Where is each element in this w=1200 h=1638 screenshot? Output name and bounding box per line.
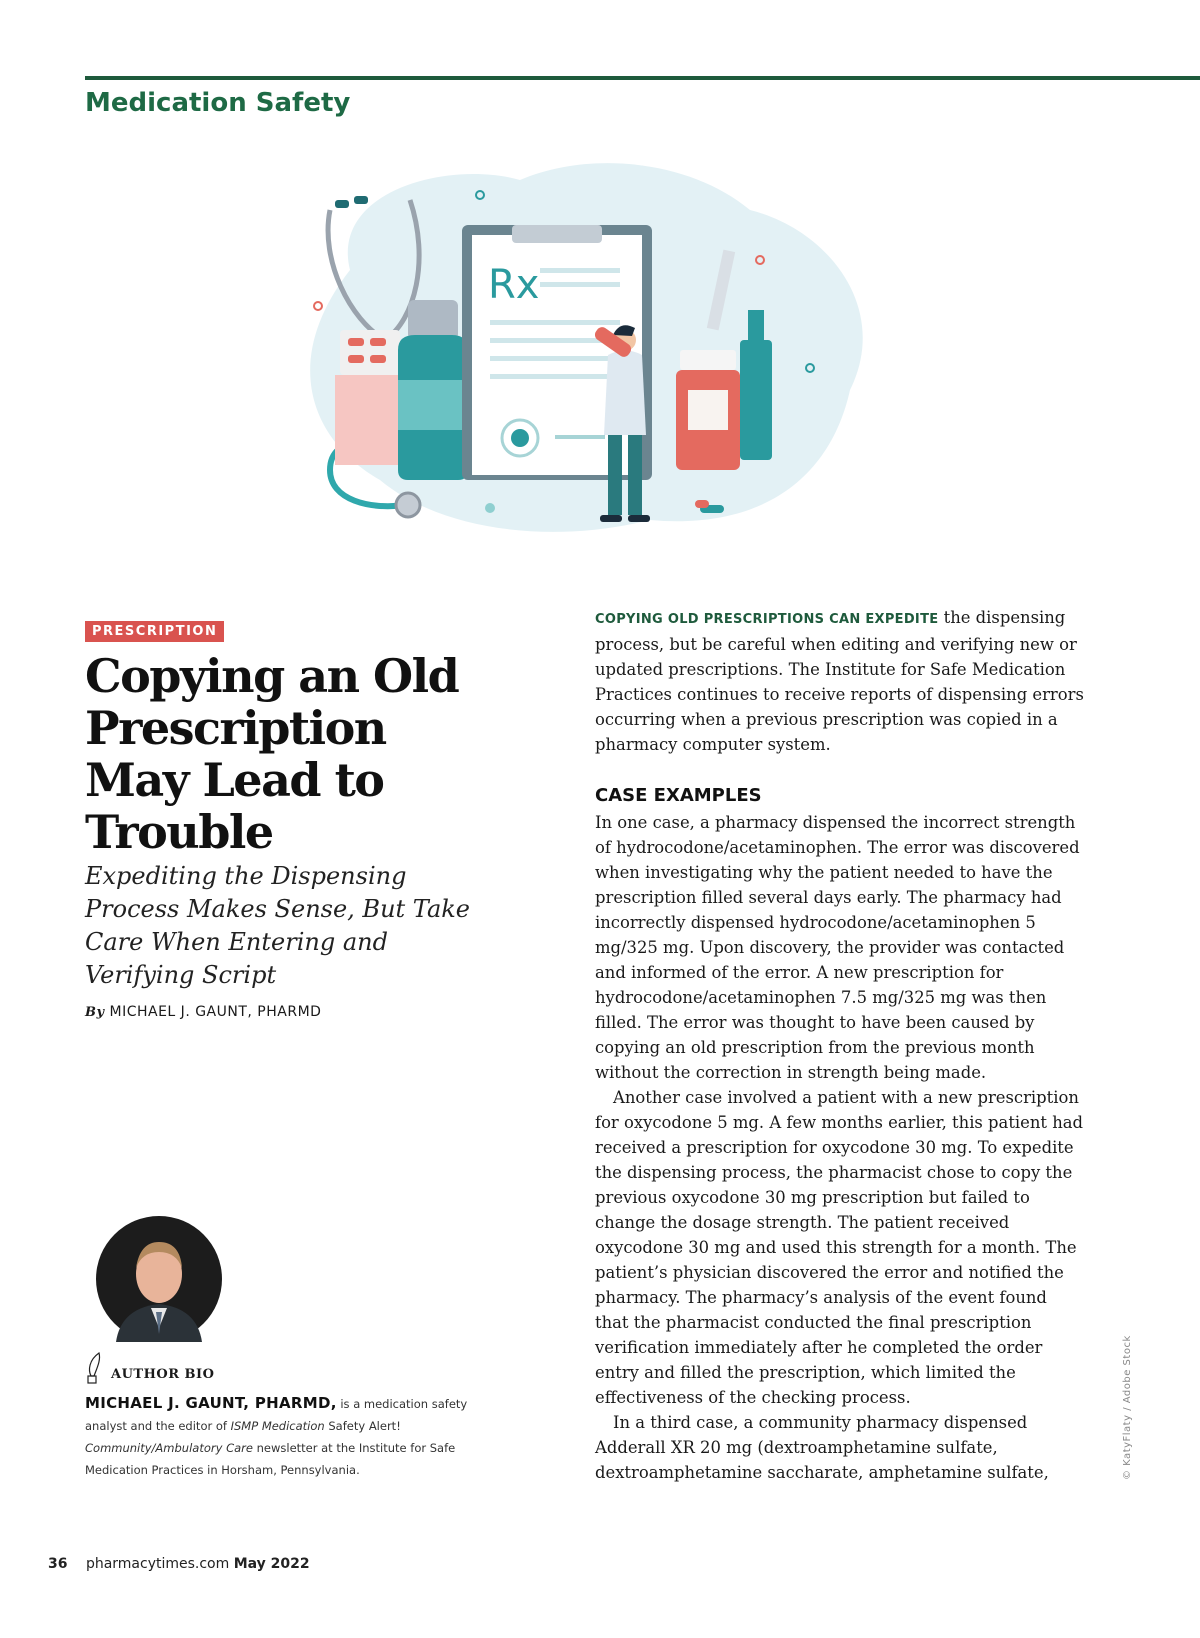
- bio-text-2: Safety Alert!: [324, 1419, 401, 1433]
- section-title: Medication Safety: [85, 88, 351, 118]
- case-paragraph-2: Another case involved a patient with a new prescription for oxycodone 5 mg. A few months earlier, this patient had received a prescription for oxycodone 30 mg. To expedite the dispensing process, the pharmacist chose to copy the previous oxycodone 30 mg prescription but failed to change the dosage strength. The patient received oxycodone 30 mg and used this strength for a month. The patient’s physician discovered the error and notified the pharmacy. The pharmacy’s analysis of the event found that the pharmacist conducted the final prescription verification immediately after he completed the order entry and filled the prescription, which limited the effectiveness of the checking process.: [595, 1088, 1084, 1407]
- photo-credit: © KatyFlaty / Adobe Stock: [1122, 1335, 1133, 1480]
- author-bio-text: [85, 1392, 475, 1481]
- page-footer: [48, 1556, 310, 1572]
- footer-issue: May 2022: [233, 1556, 310, 1572]
- case-examples-heading: CASE EXAMPLES: [595, 785, 762, 806]
- medicine-bottle-icon: [398, 300, 468, 480]
- bio-author-name: MICHAEL J. GAUNT, PHARMD,: [85, 1394, 337, 1412]
- author-avatar: [96, 1216, 222, 1342]
- bio-text-3: newsletter at the Institute for Safe Medication Practices in Horsham, Pennsylvania.: [85, 1441, 456, 1477]
- footer-site: pharmacytimes.com: [85, 1556, 230, 1572]
- article-deck: Expediting the Dispensing Process Makes Sense, But Take Care When Entering and Verifying Script: [85, 862, 470, 989]
- byline: [85, 1004, 485, 1020]
- pill-blister-icon: [340, 330, 400, 375]
- article-headline: Copying an Old Prescription May Lead to Trouble: [85, 649, 459, 859]
- intro-paragraph: [595, 605, 1085, 757]
- case-paragraph-3: In a third case, a community pharmacy dispensed Adderall XR 20 mg (dextroamphetamine sulfate, dextroamphetamine saccharate, amphetamine sulfate,: [595, 1413, 1049, 1482]
- hero-illustration: [290, 150, 880, 550]
- author-bio-header: [85, 1352, 214, 1384]
- byline-prefix: By: [85, 1005, 105, 1020]
- pill-jar-icon: [676, 350, 740, 470]
- article-body: [595, 605, 1085, 1485]
- bio-text-1: is a medication safety analyst and the editor of: [85, 1397, 468, 1433]
- page-number: 36: [48, 1556, 68, 1572]
- headline-block: [85, 620, 485, 1020]
- bio-publication-1: ISMP Medication: [230, 1419, 325, 1433]
- lead-in: COPYING OLD PRESCRIPTIONS CAN EXPEDITE: [595, 612, 939, 627]
- category-tag: PRESCRIPTION: [85, 621, 224, 642]
- case-paragraph-1: In one case, a pharmacy dispensed the incorrect strength of hydrocodone/acetaminophen. The error was discovered when investigating why the patient needed to have the prescription filled several days early. The pharmacy had incorrectly dispensed hydrocodone/acetaminophen 5 mg/325 mg. Upon discovery, the provider was contacted and informed of the error. A new prescription for hydrocodone/acetaminophen 7.5 mg/325 mg was then filled. The error was thought to have been caused by copying an old prescription from the previous month without the correction in strength being made.: [595, 813, 1080, 1082]
- box-icon: [335, 375, 405, 465]
- intro-text: the dispensing process, but be careful when editing and verifying new or updated prescriptions. The Institute for Safe Medication Practices continues to receive reports of dispensing errors occurring when a previous prescription was copied in a pharmacy computer system.: [595, 608, 1084, 754]
- quill-icon: [85, 1352, 103, 1384]
- top-rule: [85, 76, 1200, 80]
- author-bio-label: AUTHOR BIO: [111, 1367, 215, 1382]
- byline-author: MICHAEL J. GAUNT, PHARMD: [109, 1004, 322, 1020]
- bio-publication-2: Community/Ambulatory Care: [85, 1441, 253, 1455]
- rx-symbol: Rx: [488, 262, 540, 308]
